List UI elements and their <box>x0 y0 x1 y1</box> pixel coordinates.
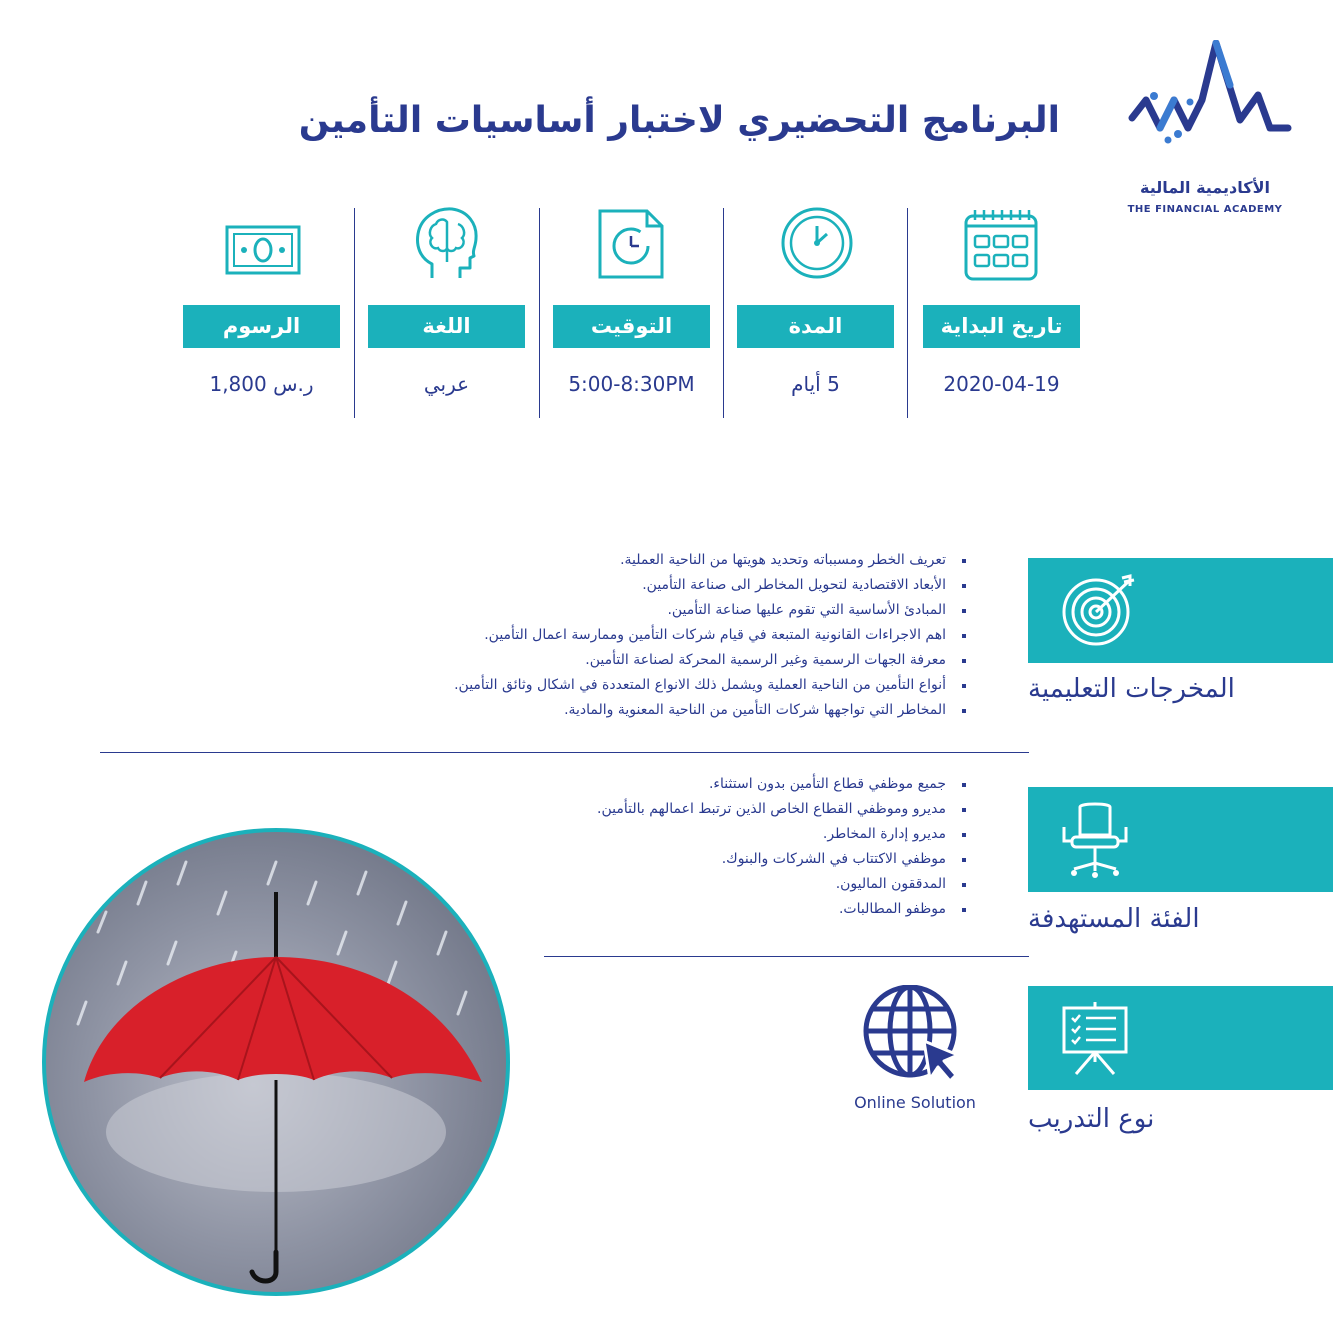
section-divider <box>544 956 1029 957</box>
office-chair-icon <box>1058 801 1132 879</box>
presentation-board-icon <box>1058 1002 1132 1076</box>
start-date-value: 2020-04-19 <box>943 372 1060 396</box>
start-date-label: تاريخ البداية <box>923 305 1080 348</box>
list-item: اهم الاجراءات القانونية المتبعة في قيام شركات التأمين وممارسة اعمال التأمين. <box>454 623 968 648</box>
brain-head-icon <box>414 206 480 286</box>
duration-label: المدة <box>737 305 894 348</box>
clock-icon <box>780 206 854 284</box>
column-divider <box>539 208 540 418</box>
list-item: الأبعاد الاقتصادية لتحويل المخاطر الى صناعة التأمين. <box>454 573 968 598</box>
online-solution-label: Online Solution <box>854 1093 976 1112</box>
timing-value: 5:00-8:30PM <box>568 372 695 396</box>
calendar-icon <box>963 208 1039 286</box>
training-banner <box>1028 986 1333 1090</box>
timing-label: التوقيت <box>553 305 710 348</box>
list-item: معرفة الجهات الرسمية وغير الرسمية المحركة لصناعة التأمين. <box>454 648 968 673</box>
list-item: مديرو إدارة المخاطر. <box>597 822 968 847</box>
column-divider <box>907 208 908 418</box>
duration-value: 5 أيام <box>791 372 840 396</box>
column-divider <box>723 208 724 418</box>
outcomes-title: المخرجات التعليمية <box>1028 674 1235 704</box>
column-divider <box>354 208 355 418</box>
outcomes-banner <box>1028 558 1333 663</box>
fees-value: 1,800 ر.س <box>209 372 314 396</box>
outcomes-list <box>454 548 968 723</box>
list-item: تعريف الخطر ومسبباته وتحديد هويتها من الناحية العملية. <box>454 548 968 573</box>
list-item: موظفو المطالبات. <box>597 897 968 922</box>
audience-list <box>597 772 968 922</box>
training-title: نوع التدريب <box>1028 1104 1155 1134</box>
globe-cursor-icon <box>860 985 964 1089</box>
section-divider <box>100 752 1029 753</box>
logo-english-text: THE FINANCIAL ACADEMY <box>1127 204 1283 215</box>
list-item: موظفي الاكتتاب في الشركات والبنوك. <box>597 847 968 872</box>
list-item: المدققون الماليون. <box>597 872 968 897</box>
time-document-icon <box>597 208 665 284</box>
list-item: المبادئ الأساسية التي تقوم عليها صناعة التأمين. <box>454 598 968 623</box>
audience-title: الفئة المستهدفة <box>1028 904 1200 934</box>
fees-label: الرسوم <box>183 305 340 348</box>
logo-arabic-text: الأكاديمية المالية <box>1140 178 1270 197</box>
language-label: اللغة <box>368 305 525 348</box>
audience-banner <box>1028 787 1333 892</box>
list-item: أنواع التأمين من الناحية العملية ويشمل ذلك الانواع المتعددة في اشكال وثائق التأمين. <box>454 673 968 698</box>
list-item: جميع موظفي قطاع التأمين بدون استثناء. <box>597 772 968 797</box>
language-value: عربي <box>423 372 470 396</box>
list-item: المخاطر التي تواجهها شركات التأمين من الناحية المعنوية والمادية. <box>454 698 968 723</box>
umbrella-rain-photo <box>42 828 510 1296</box>
list-item: مديرو وموظفي القطاع الخاص الذين ترتبط اعمالهم بالتأمين. <box>597 797 968 822</box>
page-title: البرنامج التحضيري لاختبار أساسيات التأمين <box>298 100 1060 141</box>
target-icon <box>1058 574 1138 648</box>
money-icon <box>224 224 302 280</box>
